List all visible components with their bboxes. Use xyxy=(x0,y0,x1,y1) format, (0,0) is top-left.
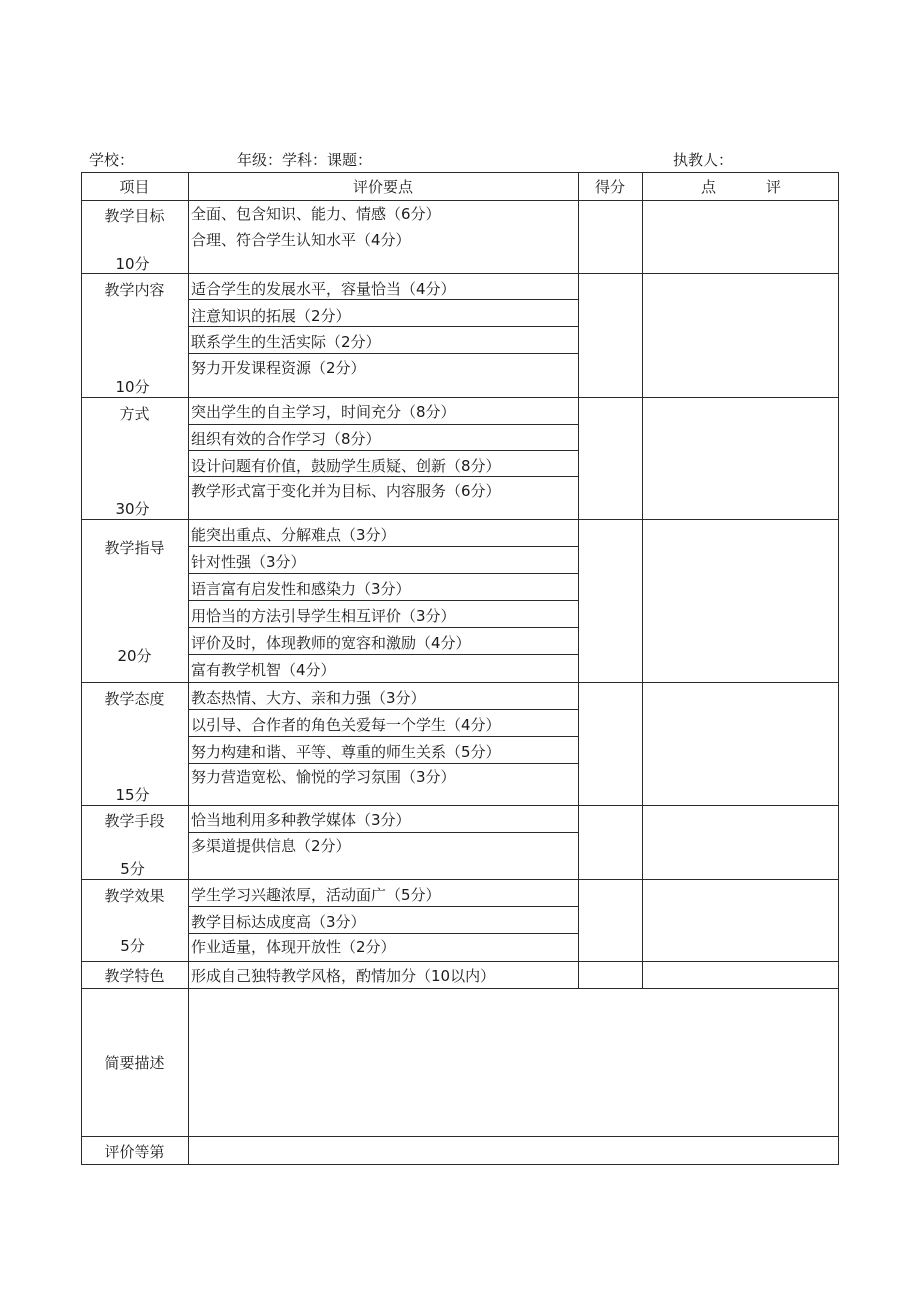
section-name: 教学态度 xyxy=(104,690,165,708)
criteria-row-divider xyxy=(188,627,579,628)
feature-row-criterion: 形成自己独特教学风格，酌情加分（10以内） xyxy=(191,967,496,985)
section-name: 教学内容 xyxy=(104,281,165,299)
section-name: 教学效果 xyxy=(104,887,165,905)
section-divider xyxy=(81,397,839,398)
evaluation-table xyxy=(81,172,839,1165)
criteria-row-divider xyxy=(188,709,579,710)
section-points: 10分 xyxy=(115,378,150,396)
section-divider xyxy=(81,519,839,520)
section-divider xyxy=(81,273,839,274)
criteria-item: 恰当地利用多种教学媒体（3分） xyxy=(191,811,411,829)
criteria-row-divider xyxy=(188,654,579,655)
criteria-item: 教态热情、大方、亲和力强（3分） xyxy=(191,689,426,707)
score-column-divider xyxy=(642,172,643,988)
criteria-row-divider xyxy=(188,832,579,833)
section-points: 15分 xyxy=(115,786,150,804)
criteria-row-divider xyxy=(188,573,579,574)
feature-row-name: 教学特色 xyxy=(104,967,165,985)
criteria-item: 富有教学机智（4分） xyxy=(191,661,336,679)
grade-subject-topic-label: 年级：学科：课题： xyxy=(237,151,373,169)
criteria-item: 以引导、合作者的角色关爱每一个学生（4分） xyxy=(191,716,501,734)
section-divider xyxy=(81,879,839,880)
section-points: 30分 xyxy=(115,500,150,518)
criteria-row-divider xyxy=(188,933,579,934)
criteria-item: 用恰当的方法引导学生相互评价（3分） xyxy=(191,607,456,625)
header-row-divider xyxy=(81,200,839,201)
grade-input-area[interactable] xyxy=(189,1137,838,1164)
criteria-item: 作业适量，体现开放性（2分） xyxy=(191,938,396,956)
table-border-top xyxy=(81,172,839,173)
column-header-score: 得分 xyxy=(594,178,625,196)
criteria-row-divider xyxy=(188,763,579,764)
section-name: 方式 xyxy=(119,405,150,423)
criteria-item: 设计问题有价值，鼓励学生质疑、创新（8分） xyxy=(191,457,501,475)
criteria-item: 学生学习兴趣浓厚，活动面广（5分） xyxy=(191,886,441,904)
criteria-item: 针对性强（3分） xyxy=(191,553,306,571)
criteria-row-divider xyxy=(188,299,579,300)
criteria-item: 联系学生的生活实际（2分） xyxy=(191,333,381,351)
criteria-item: 突出学生的自主学习，时间充分（8分） xyxy=(191,403,456,421)
section-name: 教学目标 xyxy=(104,207,165,225)
summary-label: 简要描述 xyxy=(104,1054,165,1072)
section-name: 教学指导 xyxy=(104,539,165,557)
criteria-item: 合理、符合学生认知水平（4分） xyxy=(191,231,411,249)
criteria-item: 教学目标达成度高（3分） xyxy=(191,913,366,931)
column-header-comment: 点 xyxy=(701,178,717,196)
criteria-item: 努力开发课程资源（2分） xyxy=(191,359,366,377)
criteria-item: 多渠道提供信息（2分） xyxy=(191,837,351,855)
school-label: 学校： xyxy=(89,151,135,169)
section-points: 5分 xyxy=(120,937,145,955)
criteria-row-divider xyxy=(188,600,579,601)
criteria-row-divider xyxy=(188,326,579,327)
criteria-row-divider xyxy=(188,736,579,737)
table-border-bottom xyxy=(81,1164,839,1165)
criteria-row-divider xyxy=(188,424,579,425)
criteria-item: 评价及时，体现教师的宽容和激励（4分） xyxy=(191,634,471,652)
section-name: 教学手段 xyxy=(104,812,165,830)
section-divider xyxy=(81,961,839,962)
criteria-item: 组织有效的合作学习（8分） xyxy=(191,430,381,448)
criteria-item: 教学形式富于变化并为目标、内容服务（6分） xyxy=(191,482,501,500)
section-points: 10分 xyxy=(115,255,150,273)
table-border-left xyxy=(81,172,82,1165)
section-points: 20分 xyxy=(117,647,152,665)
criteria-item: 注意知识的拓展（2分） xyxy=(191,307,351,325)
section-points: 5分 xyxy=(120,860,145,878)
criteria-row-divider xyxy=(188,450,579,451)
criteria-row-divider xyxy=(188,476,579,477)
summary-input-area[interactable] xyxy=(189,989,838,1136)
grade-label: 评价等第 xyxy=(104,1143,165,1161)
criteria-row-divider xyxy=(188,353,579,354)
criteria-column-divider xyxy=(578,172,579,988)
criteria-row-divider xyxy=(188,906,579,907)
criteria-item: 语言富有启发性和感染力（3分） xyxy=(191,580,411,598)
section-divider xyxy=(81,805,839,806)
criteria-item: 适合学生的发展水平，容量恰当（4分） xyxy=(191,280,456,298)
section-divider xyxy=(81,682,839,683)
criteria-item: 能突出重点、分解难点（3分） xyxy=(191,526,396,544)
teacher-label: 执教人： xyxy=(673,151,734,169)
column-header-item: 项目 xyxy=(119,178,150,196)
column-header-criteria: 评价要点 xyxy=(352,178,413,196)
table-border-right xyxy=(838,172,839,1165)
criteria-item: 努力构建和谐、平等、尊重的师生关系（5分） xyxy=(191,743,501,761)
criteria-item: 全面、包含知识、能力、情感（6分） xyxy=(191,205,441,223)
criteria-item: 努力营造宽松、愉悦的学习氛围（3分） xyxy=(191,768,456,786)
column-header-comment: 评 xyxy=(766,178,782,196)
criteria-row-divider xyxy=(188,546,579,547)
